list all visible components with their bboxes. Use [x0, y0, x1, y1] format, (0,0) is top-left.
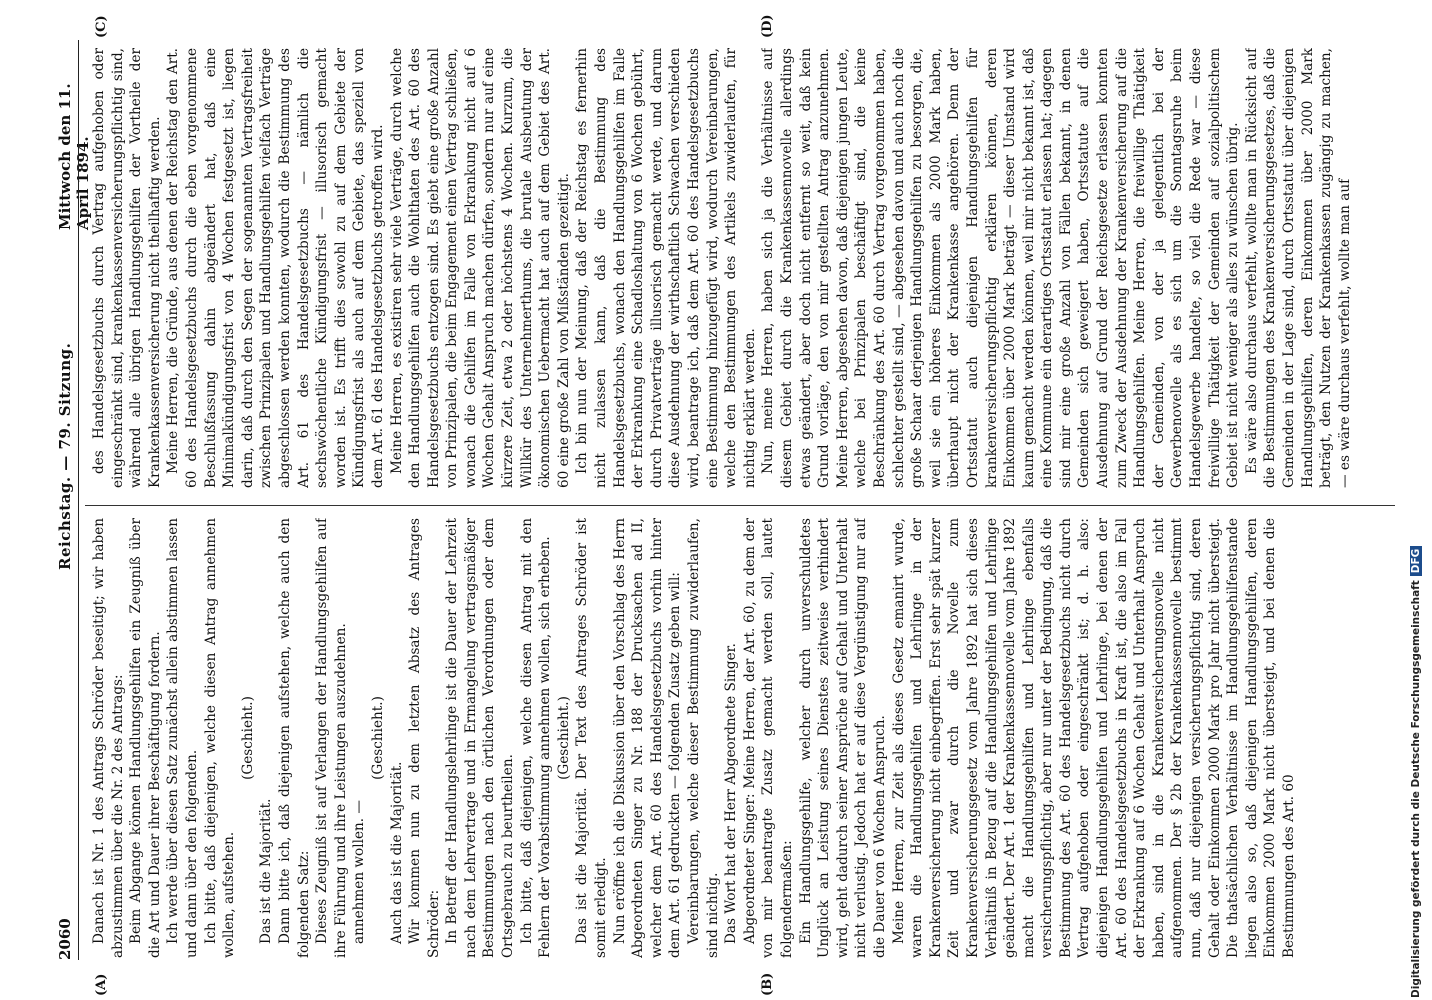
paragraph: Vereinbarungen, welche dieser Bestimmung zuwiderlaufen, sind nichtig.: [686, 518, 721, 958]
page-number: 2060: [56, 918, 74, 960]
paragraph: Ich bitte, daß diejenigen, welche diesen Antrag annehmen wollen, aufstehen.: [202, 518, 238, 958]
margin-marker-b: (B): [760, 972, 775, 996]
paragraph: Meine Herren, es existiren sehr viele Verträge, durch welche den Handlungsgehilfen auch die Wohlthaten des Art. 60 des Handelsgesetzbuchs entzogen sind. Es giebt eine große Anzahl von Prinzipalen, die beim Engagement einen Vertrag schließen, wonach die Gehilfen im Falle von Erkrankung nicht auf 6 Wochen Gehalt Anspruch machen dürfen, sondern nur auf eine kürzere Zeit, etwa 2 oder höchstens 4 Wochen. Kurzum, die Willkür des Unternehmerthums, die brutale Ausbeutung der ökonomischen Uebermacht hat auch auf dem Gebiet des Art. 60 eine große Zahl von Mißständen gezeitigt.: [388, 48, 572, 488]
paragraph: Nun, meine Herren, haben sich ja die Verhältnisse auf diesem Gebiet durch die Krankenkassennovelle allerdings etwas geändert, aber doch nicht entfernt so weit, daß kein Grund vorläge, den von mir gestellten Antrag anzunehmen. Meine Herren, abgesehen davon, daß diejenigen jungen Leute, welche bei Prinzipalen beschäftigt sind, die keine Beschränkung des Art. 60 durch Vertrag vorgenommen haben, schlechter gestellt sind, — abgesehen davon und auch noch die große Schaar derjenigen Handlungsgehilfen zu besorgen, die, weil sie ein höheres Einkommen als 2000 Mark haben, überhaupt nicht der Krankenkasse angehören. Denn der Ortsstatut auch diejenigen Handlungsgehilfen für krankenversicherungspflichtig erklären können, deren Einkommen über 2000 Mark beträgt — dieser Umstand wird kaum gemacht werden können, weil mir nicht bekannt ist, daß eine Kommune ein derartiges Ortsstatut erlassen hat; dagegen sind mir eine große Anzahl von Fällen bekannt, in denen Gemeinden sich geweigert haben, Ortsstatute auf die Ausdehnung auf Grund der Reichsgesetze erlassen konnten zum Zweck der Ausdehnung der Krankenversicherung auf die Handlungsgehilfen. Meine Herren, die freiwillige Thätigkeit der Gemeinden, von der ja gelegentlich bei der Gewerbenovelle als es sich um die Sonntagsruhe beim Handelsgewerbe handelte, so viel die Rede war — diese freiwillige Thätigkeit der Gemeinden auf sozialpolitischem Gebiet ist nicht weniger als alles zu wünschen übrig.: [760, 48, 1242, 488]
session-date: Mittwoch den 11. April 1894.: [56, 83, 92, 230]
paragraph: Es wäre also durchaus verfehlt, wollte man in Rücksicht auf die Bestimmungen des Krankenversicherungsgesetzes, daß die Gemeinden in der Lage sind, durch Ortsstatut über diejenigen Handlungsgehilfen, deren Einkommen über 2000 Mark beträgt, den Nutzen der Krankenkassen zugängig zu machen, — es wäre durchaus verfehlt, wollte man auf: [1243, 48, 1353, 488]
paragraph: Dann bitte ich, daß diejenigen aufstehen, welche auch den folgenden Satz:: [276, 518, 312, 958]
credit-line: [1410, 0, 1426, 998]
paragraph: Meine Herren, zur Zeit als dieses Gesetz emanirt wurde, waren die Handlungsgehilfen und Lehrlinge in der Krankenversicherung nicht einbegriffen. Erst sehr spät kurzer Zeit und zwar durch die Novelle zum Krankenversicherungsgesetz vom Jahre 1892 hat sich dieses Verhältniß in Bezug auf die Handlungsgehilfen und Lehrlinge geändert. Der Art. 1 der Krankenkassennovelle vom Jahre 1892 macht die Handlungsgehilfen und Lehrlinge ebenfalls versicherungspflichtig, aber nur unter der Bedingung, daß die Bestimmung des Art. 60 des Handelsgesetzbuchs nicht durch Vertrag aufgehoben oder eingeschränkt ist; d. h. also: diejenigen Handlungsgehilfen und Lehrlinge, bei denen der Art. 60 des Handelsgesetzbuchs in Kraft ist, die also im Fall der Erkrankung auf 6 Wochen Gehalt und Unterhalt Anspruch haben, sind in die Krankenversicherungsnovelle nicht aufgenommen. Der § 2b der Krankenkassennovelle bestimmt nun, daß nur diejenigen versicherungspflichtig sind, deren Gehalt oder Einkommen 2000 Mark pro Jahr nicht übersteigt. Die thatsächlichen Verhältnisse im Handlungsgehilfenstande liegen also so, daß diejenigen Handlungsgehilfen, deren Einkommen 2000 Mark nicht übersteigt, und bei denen die Bestimmungen des Art. 60: [890, 518, 1297, 958]
paragraph: (Geschieht.): [555, 696, 572, 780]
paragraph: Das ist die Majorität. Der Text des Antrages Schröder ist somit erledigt.: [574, 518, 610, 958]
paragraph: Beim Abgange können Handlungsgehilfen ein Zeugniß über die Art und Dauer ihrer Beschäftigung fordern.: [128, 518, 163, 958]
paragraph: Ich werde über diesen Satz zunächst allein abstimmen lassen und dann über den folgenden.: [165, 518, 200, 958]
text-column-right: [90, 48, 1385, 488]
header-rule: [78, 40, 79, 960]
paragraph: annehmen wollen. —: [351, 800, 368, 944]
paragraph: Nun eröffne ich die Diskussion über den Vorschlag des Herrn Abgeordneten Singer zu Nr. 188 der Drucksachen ad II, welcher dem Art. 60 des Handelsgesetzbuchs vorhin hinter dem Art. 61 gedruckten — folgenden Zusatz geben will:: [611, 518, 684, 958]
paragraph: Ich bin nun der Meinung, daß der Reichstag es fernerhin nicht zulassen kann, daß die Bestimmung des Handelsgesetzbuchs, wonach den Handlungsgehilfen im Falle der Erkrankung eine Schadloshaltung von 6 Wochen gebührt, durch Privatverträge illusorisch gemacht werde, und darum diese Ausdehnung der wirthschaftlich Schwachen verschieden wird, beantrage ich, daß dem Art. 60 des Handelsgesetzbuchs eine Bestimmung hinzugefügt wird, wodurch Vereinbarungen, welche den Bestimmungen des Artikels zuwiderlaufen, für nichtig erklärt werden.: [574, 48, 758, 488]
session-title: Reichstag. — 79. Sitzung.: [56, 342, 74, 570]
margin-marker-c: (C): [94, 15, 109, 38]
paragraph: Danach ist Nr. 1 des Antrags Schröder beseitigt; wir haben abzustimmen über die Nr. 2 des Antrags:: [91, 518, 126, 958]
paragraph: (Geschieht.): [369, 696, 386, 780]
paragraph: Dieses Zeugniß ist auf Verlangen der Handlungsgehilfen auf ihre Führung und ihre Leistungen auszudehnen.: [314, 518, 349, 958]
margin-marker-d: (D): [760, 14, 775, 38]
column-divider: [85, 505, 1395, 506]
paragraph: Ein Handlungsgehilfe, welcher durch unverschuldetes Unglück an Leistung seines Dienstes zeitweise verhindert wird, geht dadurch seiner Ansprüche auf Gehalt und Unterhalt nicht verlustig. Jedoch hat er auf diese Vergünstigung nur auf die Dauer von 6 Wochen Anspruch.: [797, 518, 888, 958]
paragraph: In Betreff der Handlungslehrlinge ist die Dauer der Lehrzeit nach dem Lehrvertrage und in Ermangelung vertragsmäßiger Bestimmungen nach den örtlichen Verordnungen oder dem Ortsgebrauch zu beurtheilen.: [444, 518, 517, 958]
text-column-left: [90, 518, 1385, 958]
paragraph: Ich bitte, daß diejenigen, welche diesen Antrag mit den Fehlern der Vorabstimmung annehmen wollen, sich erheben.: [518, 518, 554, 958]
paragraph: Abgeordneter Singer: Meine Herren, der Art. 60, zu dem der von mir beantragte Zusatz gemacht werden soll, lautet folgendermaßen:: [741, 518, 795, 958]
paragraph: (Geschieht.): [239, 696, 256, 780]
paragraph: Wir kommen nun zu dem letzten Absatz des Antrages Schröder:: [407, 518, 442, 958]
paragraph: Das Wort hat der Herr Abgeordnete Singer.: [723, 642, 740, 944]
credit-text: Digitalisierung gefördert durch die Deutsche Forschungsgemeinschaft: [1410, 580, 1422, 998]
paragraph: des Handelsgesetzbuchs durch Vertrag aufgehoben oder eingeschränkt sind, krankenkassenversicherungspflichtig sind, während alle übrigen Handlungsgehilfen der Vortheile der Krankenkassenversicherung nicht theilhaftig werden.: [91, 48, 163, 488]
margin-marker-a: (A): [94, 973, 109, 996]
page-header: [56, 40, 92, 960]
dfg-logo: DFG: [1410, 546, 1422, 577]
digitization-credit: [1410, 38, 1426, 998]
paragraph: Meine Herren, die Gründe, aus denen der Reichstag den Art. 60 des Handelsgesetzbuchs durch die eben vorgenommene Beschlußfassung dahin abgeändert hat, daß eine Minimalkündigungsfrist von 4 Wochen festgesetzt ist, liegen darin, daß durch den Segen der sogenannten Vertragsfreiheit zwischen Prinzipalen und Handlungsgehilfen vielfach Verträge abgeschlossen werden konnten, wodurch die Bestimmung des Art. 61 des Handelsgesetzbuchs — nämlich die sechswöchentliche Kündigungsfrist — illusorisch gemacht worden ist. Es trifft dies sowohl zu auf dem Gebiete der Kündigungsfrist als auch auf dem Gebiete, das speziell von dem Art. 61 des Handelsgesetzbuchs getroffen wird.: [165, 48, 386, 488]
paragraph: Das ist die Majorität.: [258, 798, 275, 944]
paragraph: Auch das ist die Majorität.: [388, 761, 405, 944]
